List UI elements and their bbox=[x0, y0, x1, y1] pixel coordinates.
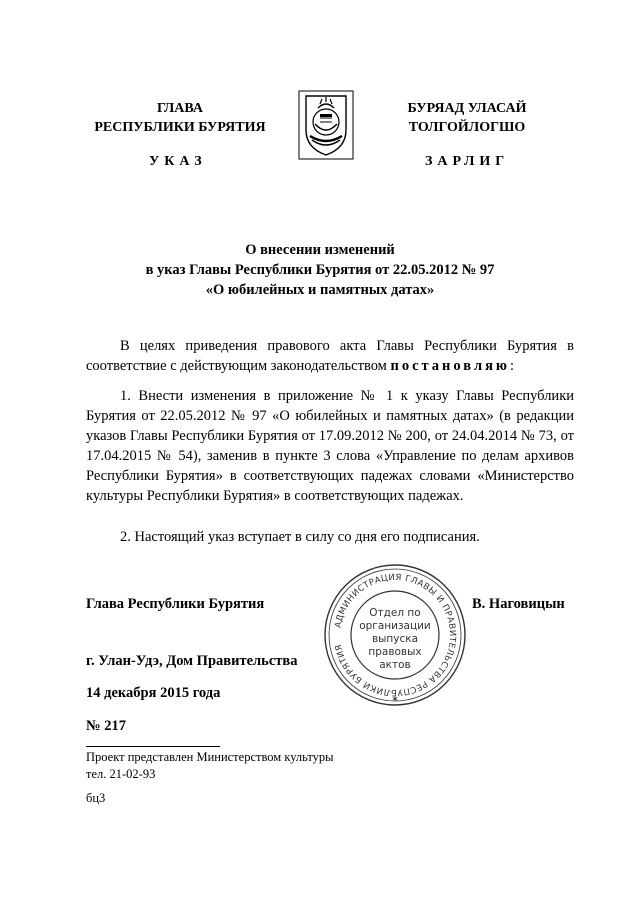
header-left-line2: РЕСПУБЛИКИ БУРЯТИЯ bbox=[94, 120, 266, 135]
header-left-line1: ГЛАВА bbox=[157, 101, 203, 116]
signatory-name: В. Наговицын bbox=[472, 596, 565, 612]
stamp-center-line4: правовых bbox=[368, 646, 422, 658]
stamp-center-line2: организации bbox=[359, 620, 431, 632]
item-2-text: 2. Настоящий указ вступает в силу со дня его подписания. bbox=[120, 529, 480, 545]
item-1-text: 1. Внести изменения в приложение № 1 к указу Главы Республики Бурятия от 22.05.2012 № 97 «О юбилейных и памятных датах» (в редакции указов Главы Республики Бурятия от 17.09.2012 № 200, от 24.04.2014 № 73, от 17.04.2015 № 54), заменив в пункте 3 слова «Управление по делам архивов Республики Бурятия» в соответствующих падежах словами «Министерство культуры Республики Бурятия» в соответствующих падежах. bbox=[86, 388, 574, 504]
signing-place: г. Улан-Удэ, Дом Правительства bbox=[86, 653, 298, 669]
footer-prepared-by: Проект представлен Министерством культуры bbox=[86, 750, 334, 764]
stamp-star-icon: ✶ bbox=[391, 694, 399, 704]
stamp-center-line3: выпуска bbox=[371, 633, 419, 645]
footer-phone: тел. 21-02-93 bbox=[86, 767, 156, 781]
item-2-paragraph bbox=[86, 527, 574, 547]
stamp-center-line1: Отдел по bbox=[369, 607, 421, 619]
footer-divider bbox=[86, 746, 220, 747]
preamble-end: : bbox=[510, 358, 515, 374]
header-left-title bbox=[80, 99, 280, 137]
stamp-center-line5: актов bbox=[379, 659, 411, 671]
title-line2: в указ Главы Республики Бурятия от 22.05.2012 № 97 bbox=[145, 262, 495, 278]
document-title bbox=[0, 240, 640, 300]
header-right-line2: ТОЛГОЙЛОГШО bbox=[408, 120, 526, 135]
preamble-text: В целях приведения правового акта Главы Республики Бурятия в соответствие с действующим законодательством bbox=[86, 338, 574, 374]
title-line3: «О юбилейных и памятных датах» bbox=[205, 282, 435, 298]
official-stamp bbox=[320, 560, 470, 710]
signatory-position: Глава Республики Бурятия bbox=[86, 596, 265, 612]
preamble-keyword: постановляю bbox=[390, 358, 511, 374]
signing-date: 14 декабря 2015 года bbox=[86, 685, 221, 701]
header-right-line1: БУРЯАД УЛАСАЙ bbox=[407, 101, 527, 116]
header-right-doc-type: ЗАРЛИГ bbox=[425, 154, 510, 169]
emblem-icon bbox=[298, 90, 354, 160]
item-1-paragraph bbox=[86, 386, 574, 506]
title-line1: О внесении изменений bbox=[245, 242, 395, 258]
header-right-title bbox=[372, 99, 562, 137]
preamble-paragraph bbox=[86, 336, 574, 376]
stamp-ring-textpath: АДМИНИСТРАЦИЯ ГЛАВЫ И ПРАВИТЕЛЬСТВА РЕСПУБЛИКИ БУРЯТИЯ bbox=[333, 572, 458, 698]
header-left-doc-type: УКАЗ bbox=[149, 154, 207, 169]
footer-code: бц3 bbox=[86, 791, 106, 805]
document-number: № 217 bbox=[86, 718, 126, 734]
